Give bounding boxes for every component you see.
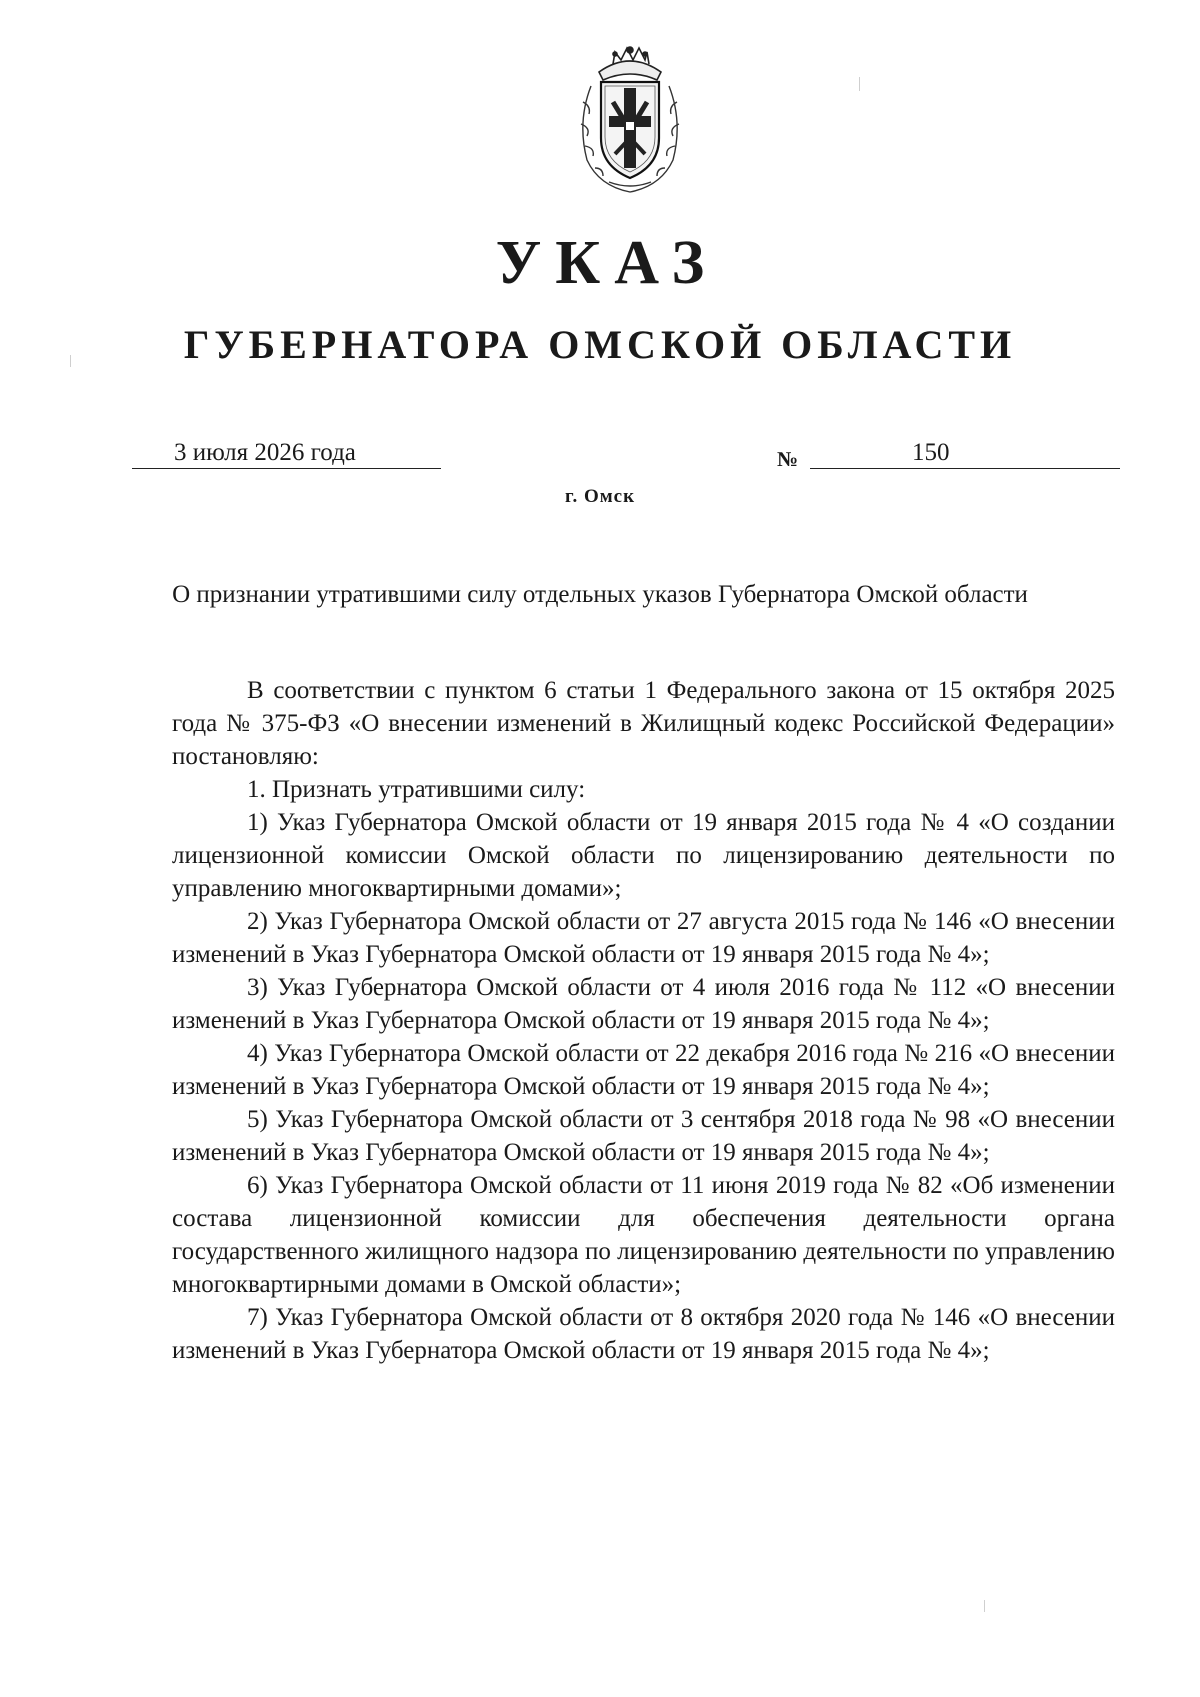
document-body: [172, 674, 1115, 1367]
list-item: 5) Указ Губернатора Омской области от 3 сентября 2018 года № 98 «О внесении изменений в Указ Губернатора Омской области от 19 января 2015 года № 4»;: [172, 1106, 1115, 1166]
scan-mark: [859, 77, 860, 91]
list-item: 3) Указ Губернатора Омской области от 4 июля 2016 года № 112 «О внесении изменений в Указ Губернатора Омской области от 19 января 2015 года № 4»;: [172, 974, 1115, 1034]
decree-number: 150: [912, 439, 950, 466]
preamble-paragraph: В соответствии с пунктом 6 статьи 1 Федерального закона от 15 октября 2025 года № 375-ФЗ «О внесении изменений в Жилищный кодекс Российской Федерации» постановляю:: [172, 677, 1115, 770]
document-title: О признании утратившими силу отдельных указов Губернатора Омской области: [172, 581, 1028, 608]
decree-issuer: ГУБЕРНАТОРА ОМСКОЙ ОБЛАСТИ: [183, 322, 1017, 367]
decree-title: УКАЗ: [495, 229, 719, 297]
scan-mark: [984, 1600, 985, 1612]
number-sign-label: №: [777, 447, 799, 471]
list-item: 2) Указ Губернатора Омской области от 27 августа 2015 года № 146 «О внесении изменений в Указ Губернатора Омской области от 19 января 2015 года № 4»;: [172, 908, 1115, 968]
omsk-region-coat-of-arms-icon: [569, 42, 691, 194]
scan-mark: [70, 355, 71, 367]
city-label: г. Омск: [564, 486, 636, 507]
list-item: 7) Указ Губернатора Омской области от 8 октября 2020 года № 146 «О внесении изменений в Указ Губернатора Омской области от 19 января 2015 года № 4»;: [172, 1304, 1115, 1364]
decree-date: 3 июля 2026 года: [174, 439, 356, 466]
number-field: [810, 438, 1120, 469]
list-item: 6) Указ Губернатора Омской области от 11 июня 2019 года № 82 «Об изменении состава лицензионной комиссии для обеспечения деятельности органа государственного жилищного надзора по лицензированию деятельности по управлению многоквартирными домами в Омской области»;: [172, 1172, 1115, 1298]
list-item: 4) Указ Губернатора Омской области от 22 декабря 2016 года № 216 «О внесении изменений в Указ Губернатора Омской области от 19 января 2015 года № 4»;: [172, 1040, 1115, 1100]
list-item: 1) Указ Губернатора Омской области от 19 января 2015 года № 4 «О создании лицензионной комиссии Омской области по лицензированию деятельности по управлению многоквартирными домами»;: [172, 809, 1115, 902]
date-field: [132, 438, 441, 469]
clause-1: 1. Признать утратившими силу:: [247, 776, 586, 803]
